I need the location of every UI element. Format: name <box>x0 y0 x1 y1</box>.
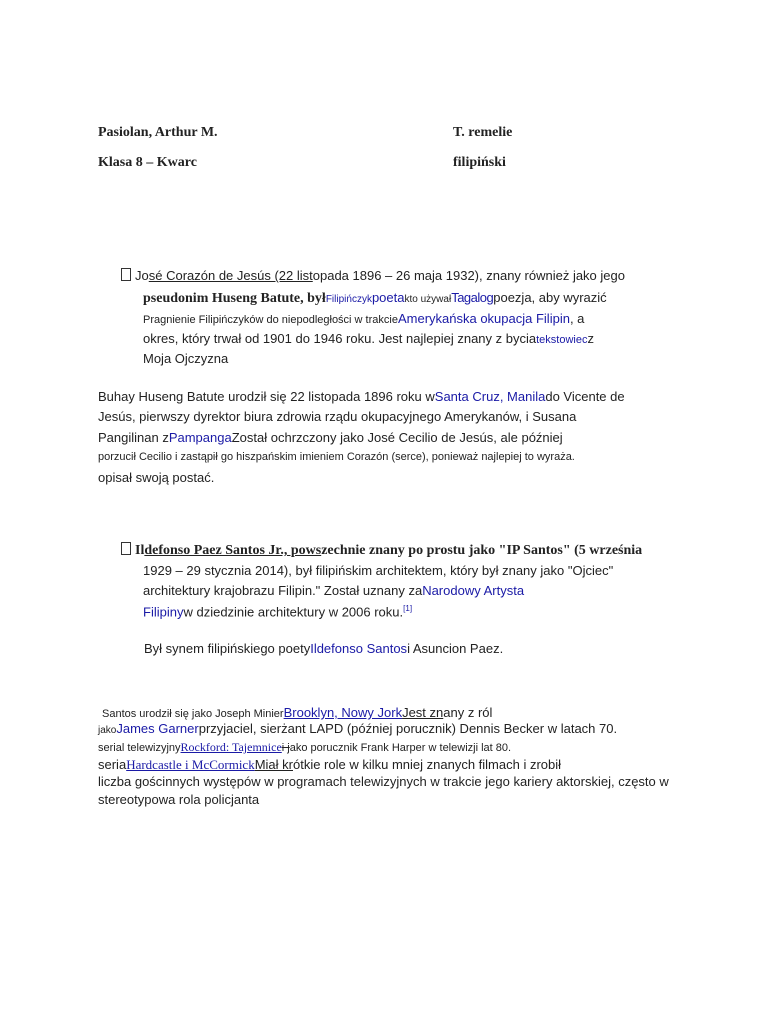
actor-line-6: stereotypowa rola policjanta <box>98 792 260 807</box>
class-name: Klasa 8 – Kwarc <box>98 155 197 170</box>
ip-line-3: architektury krajobrazu Filipin." Został uznany zaNarodowy Artysta <box>143 583 525 598</box>
jose-line-1: José Corazón de Jesús (22 listopada 1896 – 26 maja 1932), znany również jako jego <box>121 268 625 283</box>
jose-line-3: Pragnienie Filipińczyków do niepodległości w trakcieAmerykańska okupacja Filipin, a <box>143 311 585 326</box>
link-santa-cruz-manila[interactable]: Santa Cruz, Manila <box>434 389 546 404</box>
bullet-box-icon <box>121 542 131 555</box>
teacher-name: T. remelie <box>453 125 513 140</box>
link-narodowy-artysta[interactable]: Narodowy Artysta <box>422 583 525 598</box>
link-james-garner[interactable]: James Garner <box>116 721 199 736</box>
jose-line-4: okres, który trwał od 1901 do 1946 roku. Jest najlepiej znany z byciatekstowiecz <box>143 331 594 346</box>
ip-line-1: Ildefonso Paez Santos Jr., powszechnie znany po prostu jako "IP Santos" (5 września <box>121 542 642 559</box>
student-name: Pasiolan, Arthur M. <box>98 125 218 140</box>
link-filipiny[interactable]: Filipiny <box>143 604 184 620</box>
link-rockford[interactable]: Rockford: Tajemnice <box>180 740 282 754</box>
link-brooklyn[interactable]: Brooklyn, Nowy Jork <box>283 705 403 720</box>
link-filipinczyk[interactable]: Filipińczyk <box>325 294 372 305</box>
huseng-line-2: Jesús, pierwszy dyrektor biura zdrowia rządu okupacyjnego Amerykanów, i Susana <box>98 409 577 424</box>
huseng-line-1: Buhay Huseng Batute urodził się 22 listopada 1896 roku wSanta Cruz, Manilado Vicente de <box>98 389 625 404</box>
subject-name: filipiński <box>453 155 506 170</box>
actor-line-4: seriaHardcastle i McCormickMiał krótkie role w kilku mniej znanych filmach i zrobił <box>98 757 562 772</box>
link-pampanga[interactable]: Pampanga <box>168 430 232 445</box>
footnote-1-link[interactable]: [1] <box>403 604 413 613</box>
link-tagalog[interactable]: Tagalog <box>451 290 494 305</box>
bullet-box-icon <box>121 268 131 281</box>
huseng-line-5: opisał swoją postać. <box>98 470 215 485</box>
huseng-line-4: porzucił Cecilio i zastąpił go hiszpańskim imieniem Corazón (serce), ponieważ najlepiej to wyraża. <box>98 451 575 463</box>
actor-line-1: Santos urodził się jako Joseph MinierBrooklyn, Nowy JorkJest znany z ról <box>102 705 493 720</box>
huseng-line-3: Pangilinan zPampangaZostał ochrzczony jako José Cecilio de Jesús, ale później <box>98 430 563 445</box>
link-tekstowiec[interactable]: tekstowiec <box>536 334 588 346</box>
ip-line-2: 1929 – 29 stycznia 2014), był filipińskim architektem, który był znany jako "Ojciec" <box>143 563 614 578</box>
link-poeta[interactable]: poeta <box>371 290 405 305</box>
ip-line-4: Filipinyw dziedzinie architektury w 2006 roku.[1] <box>143 604 413 620</box>
link-ildefonso-santos[interactable]: Ildefonso Santos <box>310 641 408 656</box>
ip-line-5: Był synem filipińskiego poetyIldefonso Santosi Asuncion Paez. <box>144 641 504 656</box>
jose-line-5: Moja Ojczyzna <box>143 351 229 366</box>
actor-line-3: serial telewizyjnyRockford: Tajemnicei jako porucznik Frank Harper w telewizji lat 80. <box>98 740 512 754</box>
actor-line-5: liczba gościnnych występów w programach telewizyjnych w trakcie jego kariery aktorskiej, często w <box>98 774 669 789</box>
actor-line-2: jakoJames Garnerprzyjaciel, sierżant LAPD (później porucznik) Dennis Becker w latach 70. <box>98 721 618 736</box>
link-hardcastle[interactable]: Hardcastle i McCormick <box>126 757 255 772</box>
jose-line-2: pseudonim Huseng Batute, byłFilipińczykpoetakto używałTagalogpoezja, aby wyrazić <box>143 290 607 306</box>
link-amerykanska-okupacja[interactable]: Amerykańska okupacja Filipin <box>397 311 570 326</box>
